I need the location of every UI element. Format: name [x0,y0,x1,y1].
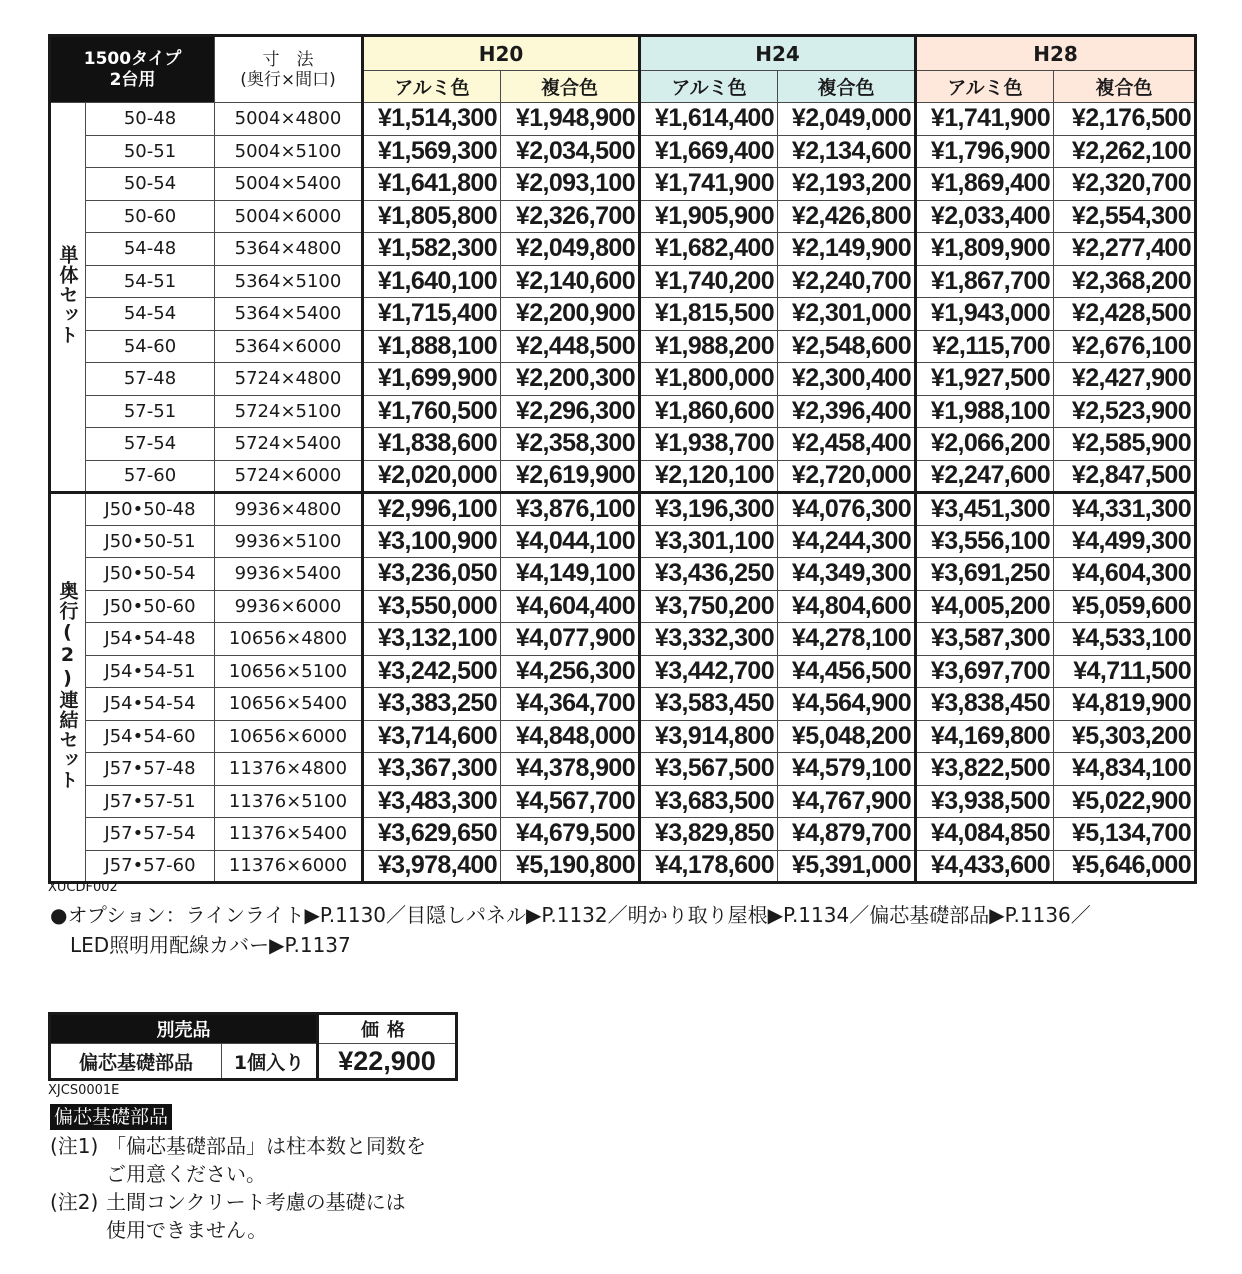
price-cell: ¥2,149,900 [778,233,916,266]
subcol-h28-alumi: アルミ色 [916,71,1054,103]
price-cell: ¥4,331,300 [1054,493,1196,526]
price-cell: ¥1,888,100 [363,330,501,363]
dimension-cell: 10656×5400 [215,688,363,721]
price-cell: ¥5,391,000 [778,850,916,883]
price-cell: ¥2,049,800 [501,233,640,266]
price-cell: ¥5,646,000 [1054,850,1196,883]
price-cell: ¥4,256,300 [501,655,640,688]
price-cell: ¥4,349,300 [778,558,916,591]
price-cell: ¥5,022,900 [1054,785,1196,818]
price-cell: ¥2,277,400 [1054,233,1196,266]
price-cell: ¥3,583,450 [640,688,778,721]
price-cell: ¥2,247,600 [916,460,1054,493]
price-cell: ¥2,426,800 [778,200,916,233]
price-cell: ¥4,456,500 [778,655,916,688]
model-cell: 50-51 [86,135,215,168]
accessory-header-item: 別売品 [50,1014,318,1044]
accessory-price: ¥22,900 [318,1044,457,1080]
table-row [50,655,1196,688]
price-cell: ¥4,579,100 [778,753,916,786]
price-cell: ¥2,428,500 [1054,298,1196,331]
price-table [48,34,1197,884]
price-cell: ¥4,244,300 [778,525,916,558]
price-cell: ¥1,699,900 [363,363,501,396]
price-cell: ¥4,169,800 [916,720,1054,753]
price-cell: ¥3,367,300 [363,753,501,786]
price-cell: ¥3,100,900 [363,525,501,558]
price-cell: ¥3,132,100 [363,623,501,656]
dimension-cell: 11376×4800 [215,753,363,786]
dimension-cell: 5724×5400 [215,428,363,461]
price-cell: ¥3,914,800 [640,720,778,753]
category-cell [50,493,86,883]
price-cell: ¥3,332,300 [640,623,778,656]
model-cell: 54-51 [86,265,215,298]
table-row [50,850,1196,883]
table-row [50,688,1196,721]
price-cell: ¥1,809,900 [916,233,1054,266]
dimension-cell: 5724×6000 [215,460,363,493]
price-cell: ¥4,084,850 [916,818,1054,851]
dimension-cell: 9936×5400 [215,558,363,591]
price-cell: ¥2,193,200 [778,168,916,201]
price-cell: ¥2,020,000 [363,460,501,493]
model-cell: J50•50-51 [86,525,215,558]
price-cell: ¥3,697,700 [916,655,1054,688]
table-row [50,395,1196,428]
price-cell: ¥1,640,100 [363,265,501,298]
price-cell: ¥2,548,600 [778,330,916,363]
price-cell: ¥2,093,100 [501,168,640,201]
category-cell [50,103,86,493]
price-cell: ¥4,564,900 [778,688,916,721]
model-cell: J57•57-51 [86,785,215,818]
price-cell: ¥1,741,900 [916,103,1054,136]
price-cell: ¥2,326,700 [501,200,640,233]
table-row [50,200,1196,233]
subcol-h28-fukugo: 複合色 [1054,71,1196,103]
table-row [50,785,1196,818]
dimension-cell: 9936×6000 [215,590,363,623]
price-cell: ¥2,140,600 [501,265,640,298]
accessory-qty: 1個入り [222,1044,318,1080]
dimension-cell: 9936×4800 [215,493,363,526]
price-cell: ¥3,938,500 [916,785,1054,818]
price-cell: ¥1,988,100 [916,395,1054,428]
option-note [50,900,1210,960]
price-cell: ¥3,683,500 [640,785,778,818]
price-cell: ¥4,711,500 [1054,655,1196,688]
price-cell: ¥3,567,500 [640,753,778,786]
group-header-h20: H20 [363,36,640,71]
price-cell: ¥3,550,000 [363,590,501,623]
table-row [50,720,1196,753]
price-cell: ¥2,134,600 [778,135,916,168]
table-row [50,265,1196,298]
price-cell: ¥2,176,500 [1054,103,1196,136]
price-cell: ¥2,296,300 [501,395,640,428]
table-row [50,428,1196,461]
price-cell: ¥1,838,600 [363,428,501,461]
price-cell: ¥3,876,100 [501,493,640,526]
price-cell: ¥4,879,700 [778,818,916,851]
price-cell: ¥2,427,900 [1054,363,1196,396]
category-label-single-set: 単体セット [56,245,79,345]
dimension-cell: 5004×6000 [215,200,363,233]
price-cell: ¥1,869,400 [916,168,1054,201]
price-cell: ¥1,867,700 [916,265,1054,298]
price-cell: ¥3,196,300 [640,493,778,526]
price-cell: ¥4,604,400 [501,590,640,623]
notes [50,1132,426,1244]
accessory-item: 偏芯基礎部品 [50,1044,222,1080]
model-cell: 57-60 [86,460,215,493]
price-cell: ¥2,262,100 [1054,135,1196,168]
price-cell: ¥1,800,000 [640,363,778,396]
subcol-h24-fukugo: 複合色 [778,71,916,103]
price-cell: ¥1,514,300 [363,103,501,136]
accessory-header-price: 価格 [318,1014,457,1044]
dimension-cell: 10656×4800 [215,623,363,656]
dimension-cell: 5364×5100 [215,265,363,298]
group-header-h28: H28 [916,36,1196,71]
price-cell: ¥2,676,100 [1054,330,1196,363]
price-cell: ¥3,442,700 [640,655,778,688]
price-cell: ¥2,720,000 [778,460,916,493]
price-cell: ¥2,448,500 [501,330,640,363]
table-row [50,525,1196,558]
model-cell: 50-60 [86,200,215,233]
dimension-cell: 11376×5400 [215,818,363,851]
category-linked-set [50,493,1196,883]
table-row [50,330,1196,363]
model-cell: 54-60 [86,330,215,363]
table-row [50,363,1196,396]
price-cell: ¥1,614,400 [640,103,778,136]
table-row [50,298,1196,331]
price-cell: ¥5,190,800 [501,850,640,883]
price-cell: ¥5,059,600 [1054,590,1196,623]
price-cell: ¥4,364,700 [501,688,640,721]
price-cell: ¥4,533,100 [1054,623,1196,656]
dimension-cell: 5364×5400 [215,298,363,331]
price-cell: ¥1,796,900 [916,135,1054,168]
model-cell: J54•54-60 [86,720,215,753]
type-header [50,36,215,103]
price-cell: ¥2,554,300 [1054,200,1196,233]
price-cell: ¥1,815,500 [640,298,778,331]
price-cell: ¥1,988,200 [640,330,778,363]
model-cell: J54•54-48 [86,623,215,656]
price-cell: ¥2,320,700 [1054,168,1196,201]
price-cell: ¥2,996,100 [363,493,501,526]
price-cell: ¥3,436,250 [640,558,778,591]
price-cell: ¥2,619,900 [501,460,640,493]
dimension-cell: 5724×4800 [215,363,363,396]
price-cell: ¥1,669,400 [640,135,778,168]
dimension-cell: 5364×4800 [215,233,363,266]
price-cell: ¥1,582,300 [363,233,501,266]
price-cell: ¥1,715,400 [363,298,501,331]
category-single-set [50,103,1196,493]
note-1-line-1: 「偏芯基礎部品」は柱本数と同数を [106,1134,426,1158]
table-row [50,590,1196,623]
price-cell: ¥3,383,250 [363,688,501,721]
price-cell: ¥1,569,300 [363,135,501,168]
price-cell: ¥4,433,600 [916,850,1054,883]
dimension-cell: 10656×5100 [215,655,363,688]
price-cell: ¥2,115,700 [916,330,1054,363]
model-cell: 54-48 [86,233,215,266]
price-cell: ¥1,760,500 [363,395,501,428]
price-cell: ¥4,076,300 [778,493,916,526]
section-badge: 偏芯基礎部品 [50,1104,172,1130]
model-cell: 54-54 [86,298,215,331]
dimension-cell: 10656×6000 [215,720,363,753]
dimension-cell: 11376×6000 [215,850,363,883]
dimension-cell: 5004×4800 [215,103,363,136]
price-cell: ¥4,278,100 [778,623,916,656]
model-cell: J50•50-54 [86,558,215,591]
model-cell: J57•57-48 [86,753,215,786]
model-cell: 57-51 [86,395,215,428]
price-cell: ¥4,044,100 [501,525,640,558]
price-cell: ¥4,848,000 [501,720,640,753]
note-1 [50,1132,426,1188]
price-cell: ¥3,978,400 [363,850,501,883]
price-cell: ¥1,741,900 [640,168,778,201]
price-cell: ¥2,585,900 [1054,428,1196,461]
type-label-1: 1500タイプ [83,48,182,69]
price-cell: ¥2,066,200 [916,428,1054,461]
price-cell: ¥4,149,100 [501,558,640,591]
dimension-cell: 11376×5100 [215,785,363,818]
price-cell: ¥3,451,300 [916,493,1054,526]
price-cell: ¥4,767,900 [778,785,916,818]
price-cell: ¥4,819,900 [1054,688,1196,721]
dimension-cell: 5364×6000 [215,330,363,363]
subcol-h20-alumi: アルミ色 [363,71,501,103]
dim-label-1: 寸 法 [262,49,314,70]
price-cell: ¥3,236,050 [363,558,501,591]
dimension-cell: 5004×5100 [215,135,363,168]
price-cell: ¥3,587,300 [916,623,1054,656]
note-2 [50,1188,426,1244]
price-cell: ¥3,483,300 [363,785,501,818]
note-1-mark: (注1) [50,1134,99,1158]
price-cell: ¥4,178,600 [640,850,778,883]
price-cell: ¥4,679,500 [501,818,640,851]
table-row [50,493,1196,526]
dimension-cell: 5004×5400 [215,168,363,201]
price-cell: ¥2,368,200 [1054,265,1196,298]
option-note-line-1: ●オプション：ラインライト▶P.1130／目隠しパネル▶P.1132／明かり取り屋根▶P.1134／偏芯基礎部品▶P.1136／ [50,903,1091,927]
price-cell: ¥4,567,700 [501,785,640,818]
group-header-h24: H24 [640,36,916,71]
price-cell: ¥1,927,500 [916,363,1054,396]
dim-label-2: (奥行×間口) [240,69,336,90]
price-cell: ¥2,523,900 [1054,395,1196,428]
price-cell: ¥3,838,450 [916,688,1054,721]
price-cell: ¥5,134,700 [1054,818,1196,851]
price-cell: ¥1,860,600 [640,395,778,428]
model-cell: J54•54-54 [86,688,215,721]
subcol-h24-alumi: アルミ色 [640,71,778,103]
model-cell: 57-48 [86,363,215,396]
subcol-h20-fukugo: 複合色 [501,71,640,103]
dimension-header [215,36,363,103]
price-cell: ¥1,905,900 [640,200,778,233]
model-cell: 50-48 [86,103,215,136]
table-row [50,460,1196,493]
price-cell: ¥2,049,000 [778,103,916,136]
price-cell: ¥1,805,800 [363,200,501,233]
category-label-linked-set: 奥行(2)連結セット [56,581,79,790]
price-cell: ¥2,200,900 [501,298,640,331]
note-2-mark: (注2) [50,1190,99,1214]
price-cell: ¥2,240,700 [778,265,916,298]
price-cell: ¥1,948,900 [501,103,640,136]
price-cell: ¥2,847,500 [1054,460,1196,493]
accessory-code: XJCS0001E [48,1083,120,1098]
price-cell: ¥1,641,800 [363,168,501,201]
model-cell: 57-54 [86,428,215,461]
price-cell: ¥4,077,900 [501,623,640,656]
note-2-line-2: 使用できません。 [106,1218,268,1242]
table-row [50,558,1196,591]
price-cell: ¥3,714,600 [363,720,501,753]
table-row [50,818,1196,851]
price-cell: ¥2,300,400 [778,363,916,396]
table-code: XUCDF002 [48,880,118,895]
price-cell: ¥3,822,500 [916,753,1054,786]
table-row [50,753,1196,786]
table-row [50,623,1196,656]
table-row [50,168,1196,201]
price-cell: ¥3,829,850 [640,818,778,851]
price-cell: ¥1,943,000 [916,298,1054,331]
price-cell: ¥3,691,250 [916,558,1054,591]
price-cell: ¥1,682,400 [640,233,778,266]
model-cell: J54•54-51 [86,655,215,688]
model-cell: 50-54 [86,168,215,201]
price-cell: ¥2,200,300 [501,363,640,396]
price-cell: ¥2,358,300 [501,428,640,461]
price-cell: ¥2,034,500 [501,135,640,168]
note-2-line-1: 土間コンクリート考慮の基礎には [106,1190,406,1214]
price-cell: ¥4,499,300 [1054,525,1196,558]
price-cell: ¥5,303,200 [1054,720,1196,753]
model-cell: J50•50-60 [86,590,215,623]
price-cell: ¥4,378,900 [501,753,640,786]
price-cell: ¥3,301,100 [640,525,778,558]
price-cell: ¥3,242,500 [363,655,501,688]
price-cell: ¥4,804,600 [778,590,916,623]
model-cell: J57•57-60 [86,850,215,883]
accessory-table [48,1012,458,1081]
price-cell: ¥4,604,300 [1054,558,1196,591]
table-row [50,233,1196,266]
table-row [50,103,1196,136]
price-cell: ¥1,740,200 [640,265,778,298]
type-label-2: 2台用 [109,69,156,90]
price-cell: ¥4,005,200 [916,590,1054,623]
price-cell: ¥3,556,100 [916,525,1054,558]
price-cell: ¥2,396,400 [778,395,916,428]
price-cell: ¥4,834,100 [1054,753,1196,786]
dimension-cell: 5724×5100 [215,395,363,428]
price-cell: ¥2,120,100 [640,460,778,493]
price-cell: ¥2,033,400 [916,200,1054,233]
price-cell: ¥5,048,200 [778,720,916,753]
price-cell: ¥2,301,000 [778,298,916,331]
option-note-line-2: LED照明用配線カバー▶P.1137 [70,933,351,957]
model-cell: J57•57-54 [86,818,215,851]
price-cell: ¥2,458,400 [778,428,916,461]
price-cell: ¥3,750,200 [640,590,778,623]
price-cell: ¥3,629,650 [363,818,501,851]
note-1-line-2: ご用意ください。 [106,1162,266,1186]
table-row [50,135,1196,168]
price-cell: ¥1,938,700 [640,428,778,461]
dimension-cell: 9936×5100 [215,525,363,558]
model-cell: J50•50-48 [86,493,215,526]
